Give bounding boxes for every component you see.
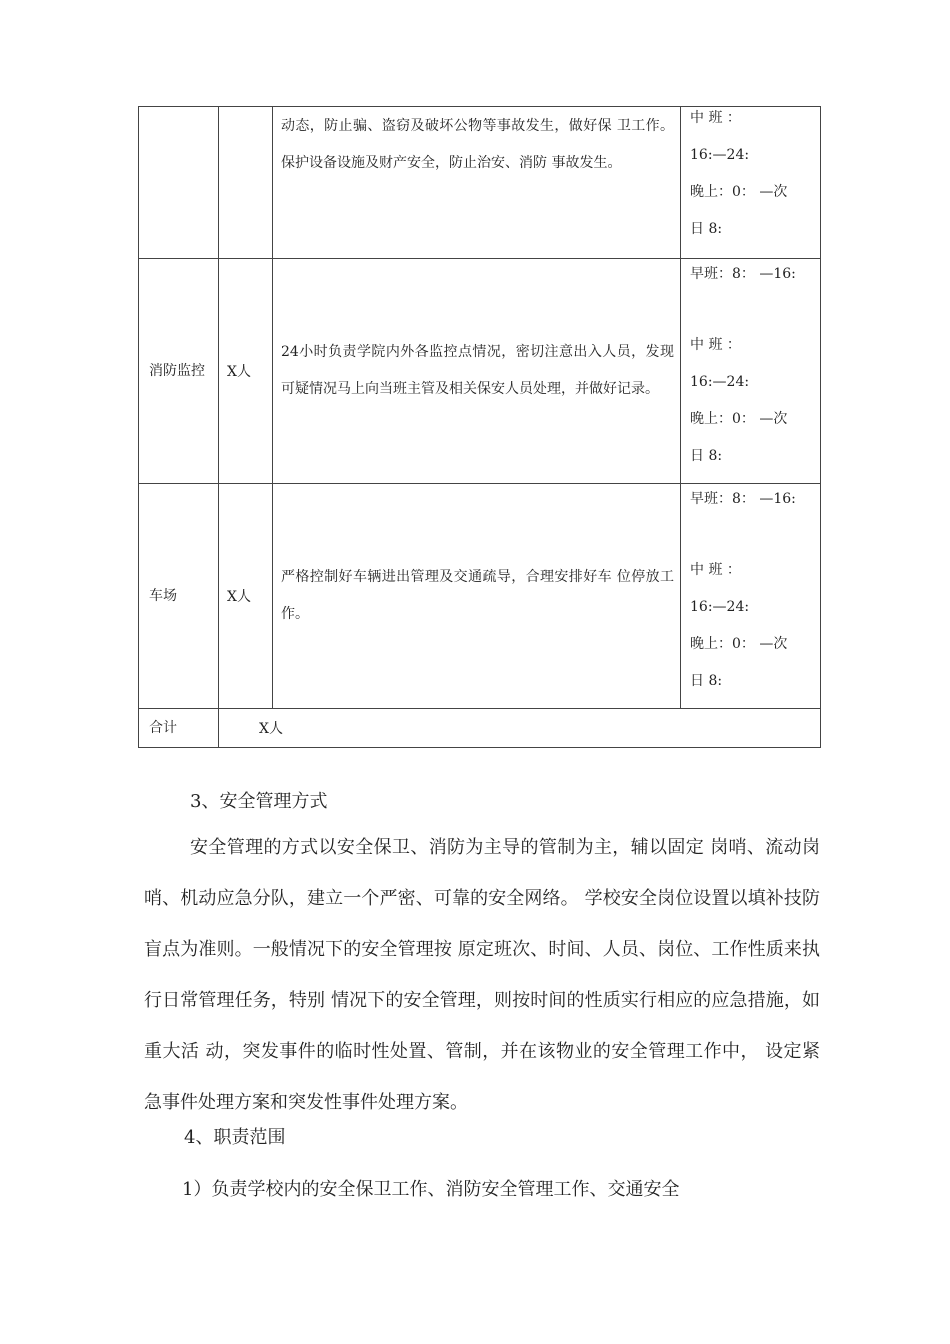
schedule-line: 16:—24: bbox=[690, 599, 750, 615]
schedule-line: 日 8: bbox=[690, 673, 723, 689]
count-cell bbox=[219, 107, 273, 259]
section-4-heading: 4、职责范围 bbox=[184, 1127, 286, 1148]
schedule-line: 晚上：0： —次 bbox=[690, 411, 788, 427]
schedule-spacer bbox=[690, 525, 820, 559]
schedule-line: 16:—24: bbox=[690, 374, 750, 390]
schedule-line: 早班：8： —16: bbox=[690, 266, 796, 282]
schedule-line: 早班：8： —16: bbox=[690, 491, 796, 507]
total-label: 合计 bbox=[139, 709, 219, 748]
category-cell: 车场 bbox=[139, 484, 219, 709]
table-row bbox=[139, 484, 821, 709]
section-3-body: 安全管理的方式以安全保卫、消防为主导的管制为主，辅以固定 岗哨、流动岗哨、机动应急分队，建立一个严密、可靠的安全网络。 学校安全岗位设置以填补技防盲点为准则。一般情况下的安全管理按 原定班次、时间、人员、岗位、工作性质来执行日常管理任务，特别 情况下的安全管理，则按时间的性质实行相应的应急措施，如重大活 动，突发事件的临时性处置、管制，并在该物业的安全管理工作中， 设定紧急事件处理方案和突发性事件处理方案。 bbox=[144, 837, 820, 1113]
schedule-line: 晚上：0： —次 bbox=[690, 636, 788, 652]
schedule-cell bbox=[681, 107, 821, 259]
section-4-item-1: 1）负责学校内的安全保卫工作、消防安全管理工作、交通安全 bbox=[182, 1179, 680, 1200]
table-row bbox=[139, 259, 821, 484]
schedule-line: 日 8: bbox=[690, 221, 723, 237]
schedule-spacer bbox=[690, 300, 820, 334]
total-value: X人 bbox=[219, 709, 821, 748]
count-cell: X人 bbox=[219, 484, 273, 709]
schedule-line: 中 班 ： bbox=[690, 110, 741, 126]
schedule-line: 16:—24: bbox=[690, 147, 750, 163]
table-row bbox=[139, 107, 821, 259]
schedule-cell bbox=[681, 484, 821, 709]
total-row bbox=[139, 709, 821, 748]
description-cell: 动态，防止骗、盗窃及破坏公物等事故发生，做好保 卫工作。保护设备设施及财产安全，防止治安、消防 事故发生。 bbox=[273, 107, 681, 259]
description-cell: 24小时负责学院内外各监控点情况，密切注意出入人员，发现可疑情况马上向当班主管及相关保安人员处理，并做好记录。 bbox=[273, 259, 681, 484]
schedule-line: 日 8: bbox=[690, 448, 723, 464]
category-cell bbox=[139, 107, 219, 259]
count-cell: X人 bbox=[219, 259, 273, 484]
section-3-heading: 3、安全管理方式 bbox=[190, 791, 328, 812]
schedule-line: 晚上：0： —次 bbox=[690, 184, 788, 200]
schedule-cell bbox=[681, 259, 821, 484]
schedule-line: 中 班 ： bbox=[690, 337, 741, 353]
category-cell: 消防监控 bbox=[139, 259, 219, 484]
duty-table bbox=[138, 106, 821, 748]
schedule-line: 中 班 ： bbox=[690, 562, 741, 578]
description-cell: 严格控制好车辆进出管理及交通疏导，合理安排好车 位停放工作。 bbox=[273, 484, 681, 709]
